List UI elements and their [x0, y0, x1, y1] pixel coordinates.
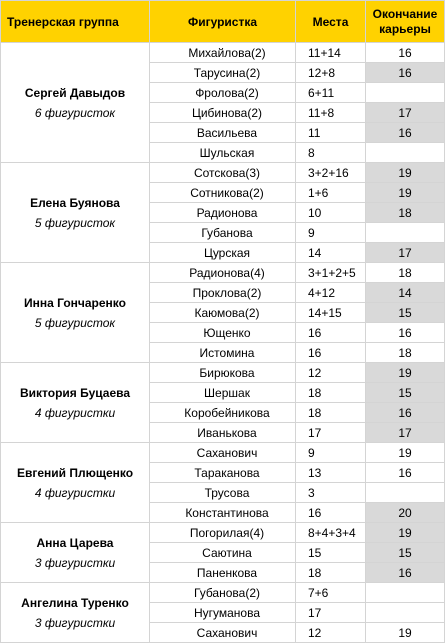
career-end-cell: [366, 143, 445, 163]
places-cell: 8: [296, 143, 366, 163]
career-end-cell: 16: [366, 403, 445, 423]
places-cell: 12: [296, 623, 366, 643]
skater-name: Нугуманова: [150, 603, 296, 623]
coach-group-cell: [1, 443, 150, 523]
places-cell: 12: [296, 363, 366, 383]
skater-name: Тарусина(2): [150, 63, 296, 83]
coach-group-cell: [1, 583, 150, 643]
places-cell: 17: [296, 603, 366, 623]
coach-name: Сергей Давыдов: [24, 85, 126, 100]
header-skater: Фигуристка: [150, 1, 296, 43]
career-end-cell: 16: [366, 123, 445, 143]
table-row: [1, 523, 445, 543]
skater-name: Шульская: [150, 143, 296, 163]
career-end-cell: 16: [366, 43, 445, 63]
career-end-cell: 18: [366, 343, 445, 363]
career-end-cell: [366, 603, 445, 623]
places-cell: 9: [296, 223, 366, 243]
career-end-cell: 16: [366, 63, 445, 83]
career-end-cell: 19: [366, 363, 445, 383]
places-cell: 18: [296, 383, 366, 403]
places-cell: 17: [296, 423, 366, 443]
coach-name: Анна Царева: [36, 535, 114, 550]
places-cell: 10: [296, 203, 366, 223]
table-row: [1, 263, 445, 283]
skater-name: Истомина: [150, 343, 296, 363]
skater-name: Бирюкова: [150, 363, 296, 383]
places-cell: 16: [296, 323, 366, 343]
career-end-cell: [366, 483, 445, 503]
coach-name: Инна Гончаренко: [24, 295, 126, 310]
career-end-cell: 17: [366, 243, 445, 263]
coach-group-cell: [1, 263, 150, 363]
places-cell: 3+2+16: [296, 163, 366, 183]
places-cell: 14+15: [296, 303, 366, 323]
skater-name: Михайлова(2): [150, 43, 296, 63]
coach-group-cell: [1, 523, 150, 583]
skater-name: Радионова: [150, 203, 296, 223]
coach-name: Виктория Буцаева: [19, 385, 131, 400]
skater-name: Паненкова: [150, 563, 296, 583]
coach-group-cell: [1, 363, 150, 443]
header-places: Места: [296, 1, 366, 43]
skater-name: Радионова(4): [150, 263, 296, 283]
career-end-cell: 15: [366, 543, 445, 563]
places-cell: 16: [296, 503, 366, 523]
places-cell: 16: [296, 343, 366, 363]
career-end-cell: 16: [366, 323, 445, 343]
skater-count: 3 фигуристки: [34, 615, 116, 630]
places-cell: 14: [296, 243, 366, 263]
skater-name: Саханович: [150, 443, 296, 463]
career-end-cell: 16: [366, 463, 445, 483]
places-cell: 12+8: [296, 63, 366, 83]
skater-name: Губанова: [150, 223, 296, 243]
skater-name: Трусова: [150, 483, 296, 503]
skater-count: 5 фигуристок: [34, 215, 116, 230]
career-end-cell: [366, 223, 445, 243]
places-cell: 8+4+3+4: [296, 523, 366, 543]
career-end-cell: 19: [366, 163, 445, 183]
places-cell: 13: [296, 463, 366, 483]
career-end-cell: 17: [366, 103, 445, 123]
places-cell: 11+8: [296, 103, 366, 123]
header-row: [1, 1, 445, 43]
coach-name: Ангелина Туренко: [21, 595, 129, 610]
skater-name: Васильева: [150, 123, 296, 143]
places-cell: 7+6: [296, 583, 366, 603]
career-end-cell: 18: [366, 203, 445, 223]
career-end-cell: 19: [366, 623, 445, 643]
skater-name: Тараканова: [150, 463, 296, 483]
skater-name: Погорилая(4): [150, 523, 296, 543]
skater-count: 6 фигуристок: [34, 105, 116, 120]
skater-count: 4 фигуристки: [34, 485, 116, 500]
skater-name: Иванькова: [150, 423, 296, 443]
skater-name: Сотскова(3): [150, 163, 296, 183]
skater-name: Сотникова(2): [150, 183, 296, 203]
skater-name: Губанова(2): [150, 583, 296, 603]
career-end-cell: 18: [366, 263, 445, 283]
skater-name: Константинова: [150, 503, 296, 523]
skater-count: 3 фигуристки: [34, 555, 116, 570]
skater-name: Ющенко: [150, 323, 296, 343]
career-end-cell: [366, 583, 445, 603]
career-end-cell: 16: [366, 563, 445, 583]
places-cell: 11+14: [296, 43, 366, 63]
career-end-cell: 14: [366, 283, 445, 303]
career-end-cell: 17: [366, 423, 445, 443]
skater-count: 4 фигуристки: [34, 405, 116, 420]
skater-name: Фролова(2): [150, 83, 296, 103]
skater-name: Коробейникова: [150, 403, 296, 423]
places-cell: 1+6: [296, 183, 366, 203]
career-end-cell: 20: [366, 503, 445, 523]
career-end-cell: 19: [366, 443, 445, 463]
places-cell: 18: [296, 403, 366, 423]
places-cell: 9: [296, 443, 366, 463]
header-group: Тренерская группа: [1, 1, 150, 43]
skater-name: Саютина: [150, 543, 296, 563]
table-row: [1, 163, 445, 183]
skater-name: Цибинова(2): [150, 103, 296, 123]
skater-name: Шершак: [150, 383, 296, 403]
places-cell: 3+1+2+5: [296, 263, 366, 283]
coach-name: Елена Буянова: [30, 195, 120, 210]
table-row: [1, 43, 445, 63]
table-body: [1, 43, 445, 643]
places-cell: 18: [296, 563, 366, 583]
coach-group-cell: [1, 43, 150, 163]
header-end: Окончание карьеры: [366, 1, 445, 43]
places-cell: 15: [296, 543, 366, 563]
skater-name: Проклова(2): [150, 283, 296, 303]
career-end-cell: 19: [366, 523, 445, 543]
places-cell: 3: [296, 483, 366, 503]
table-row: [1, 583, 445, 603]
career-end-cell: 15: [366, 383, 445, 403]
career-end-cell: 15: [366, 303, 445, 323]
table-row: [1, 443, 445, 463]
coach-group-cell: [1, 163, 150, 263]
skater-count: 5 фигуристок: [34, 315, 116, 330]
places-cell: 11: [296, 123, 366, 143]
career-end-cell: [366, 83, 445, 103]
places-cell: 4+12: [296, 283, 366, 303]
places-cell: 6+11: [296, 83, 366, 103]
skater-name: Саханович: [150, 623, 296, 643]
career-end-cell: 19: [366, 183, 445, 203]
table-row: [1, 363, 445, 383]
skater-name: Цурская: [150, 243, 296, 263]
skater-name: Каюмова(2): [150, 303, 296, 323]
coach-name: Евгений Плющенко: [16, 465, 134, 480]
